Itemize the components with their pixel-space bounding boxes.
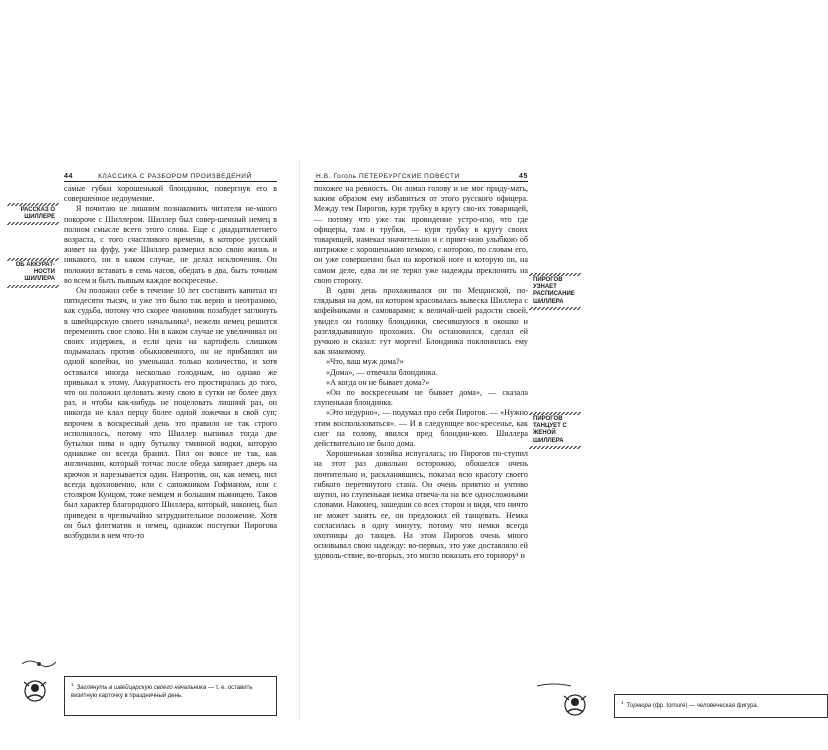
emblem-icon [20, 676, 50, 704]
paragraph: самые губки хорошенькой блондинки, повергнув его в совершенное недоумение. [64, 184, 277, 204]
footnote [64, 676, 277, 716]
footnote-text: (фр. tornure) — человеческая фигура. [651, 703, 759, 709]
header-rule [64, 181, 277, 182]
page-number: 45 [519, 172, 528, 180]
footnote-mark: 1 [621, 700, 624, 705]
sidenote: ПИРОГОВ УЗНАЕТ РАСПИСАНИЕ ШИЛЛЕРА [529, 273, 581, 310]
sidenote: РАССКАЗ О ШИЛЛЕРЕ [7, 203, 59, 225]
running-title: Н.В. Гоголь ПЕТЕРБУРГСКИЕ ПОВЕСТИ [316, 172, 460, 180]
paragraph: «Что, ваш муж дома?» [326, 357, 404, 367]
body-text [64, 184, 277, 541]
right-page [300, 0, 759, 750]
paragraph: В один день прохаживался он по Мещанской, по-глядывая на дом, на котором красовалась вывеска Шиллера с кофейниками и самоварами; к величай-шей радости своей, увидел он головку блондинки, свесившуюся в окошко и разглядывавшую прохожих. Он остановился, сделал ей ручкою и сказал: гут морген! Блондинка поклонилась ему как знакомому. [314, 286, 528, 357]
paragraph: «Он по воскресеньям не бывает дома», — сказала глупенькая блондинка. [314, 388, 528, 408]
paragraph: Я почитаю не лишним познакомить читателя не-много покороче с Шиллером. Шиллер был совер-шенный немец в полном смысле всего этого слова. Еще с двадцатилетнего возраста, с того счастливого времени, в которое русский живет на фуфу, уже Шиллер размерил всю свою жизнь и никакого, ни в каком случае, не делал исключения. Он положил вставать в семь часов, обедать в два, быть точным во всем и быть пьяным каждое воскресенье. [64, 204, 277, 285]
left-page [0, 0, 300, 750]
sidenote: ПИРОГОВ ТАНЦУЕТ С ЖЕНОЙ ШИЛЛЕРА [529, 412, 581, 449]
ornament-icon [20, 656, 58, 670]
paragraph: «А когда он не бывает дома?» [326, 377, 430, 387]
paragraph: похожее на ревность. Он ломал голову и не мог приду-мать, каким образом ему избавиться от этого русского офицера. Между тем Пирогов, куря трубку в кругу сво-их товарищей, — потому что уже так провидение устро-ило, что где офицеры, там и трубки, — куря трубку в кругу своих товарищей, намекал значительно и с прият-ною улыбкою об интрижке с хорошенькою немкою, с которою, по словам его, он уже совершенно был на короткой ноге и которую он, на самом деле, едва ли не терял уже надежды преклонить на свою сторону. [314, 184, 528, 285]
paragraph: Он положил себе в течение 10 лет составить капитал из пятидесяти тысяч, и уже это было так верно и неотразимо, как судьба, потому что скорее чиновник позабудет заглянуть в швейцарскую своего начальника¹, нежели немец решится переменить свое слово. Ни в каком случае не увеличивал он своих издержек, и если цена на картофель слишком подымалась против обыкновенного, он не прибавлял ни одной копейки, но уменьшал только количество, и хотя оставался иногда несколько голодным, но однако же привыкал к этому. Аккуратность его простиралась до того, что он положил целовать жену свою в сутки не более двух раз, и чтобы как-нибудь не поцеловать лишний раз, он никогда не клал перцу более одной ложечки в свой суп; впрочем в воскресный день это правило не так строго исполнялось, потому что Шиллер выпивал тогда две бутылки пива и одну бутылку тминной водки, которую однакоже он всегда бранил. Пил он вовсе не так, как англичанин, который тотчас после обеда запирает дверь на крючок и нарезывается один. Напротив, он, как немец, пил всегда вдохновенно, или с сапожником Гофманом, или с столяром Кунцом, тоже немцем и большим пьяницею. Таков был характер благородного Шиллера, который, наконец, был приведен в чрезвычайно затруднительное положение. Хотя он был флегматик и немец, однакож поступки Пирогова возбудили в нем что-то [64, 286, 277, 540]
header-rule [314, 181, 528, 182]
paragraph: «Дома», — отвечала блондинка. [326, 367, 438, 377]
footnote-term: Заглянуть в швейцарскую своего начальника [76, 685, 207, 691]
paragraph: Хорошенькая хозяйка испугалась; но Пирогов по-ступил на этот раз довольно осторожно, обошелся очень почтительно и, раскланявшись, показал всю красоту своего гибкого перетянутого стана. Он очень приятно и учтиво шутил, но глупенькая немка отвеча-ла на все односложными словами. Наконец, зашедши со всех сторон и видя, что ничто не может занять ее, он предложил ей танцевать. Немка согласилась в одну минуту, потому что немки всегда охотницы до танцев. На этом Пирогов очень много основывал свою надежду: во-первых, это уже доставляло ей удоволь-ствие, во-вторых, это могло показать его торнюру¹ и [314, 449, 528, 561]
ornament-icon [535, 682, 573, 690]
footnote-text: — т. е. оставить визитную карточку в праздничный день. [71, 685, 253, 699]
page-number: 44 [64, 172, 73, 180]
emblem-icon [560, 690, 590, 718]
body-text [314, 184, 528, 562]
left-page-header [64, 171, 277, 181]
footnote-term: Торнюра [626, 703, 652, 709]
paragraph: «Это недурно», — подумал про себя Пирогов. — «Нужно этим воспользоваться». — И в следующее вос-кресенье, как снег на голову, явился пред блондин-кою. Шиллера действительно не было дома. [314, 408, 528, 449]
running-title: КЛАССИКА С РАЗБОРОМ ПРОИЗВЕДЕНИЙ [98, 172, 252, 180]
sidenote: ОБ АККУРАТ-НОСТИ ШИЛЛЕРА [7, 258, 59, 288]
footnote-mark: 1 [71, 682, 74, 687]
footnote [614, 694, 828, 718]
right-page-header [314, 171, 528, 181]
